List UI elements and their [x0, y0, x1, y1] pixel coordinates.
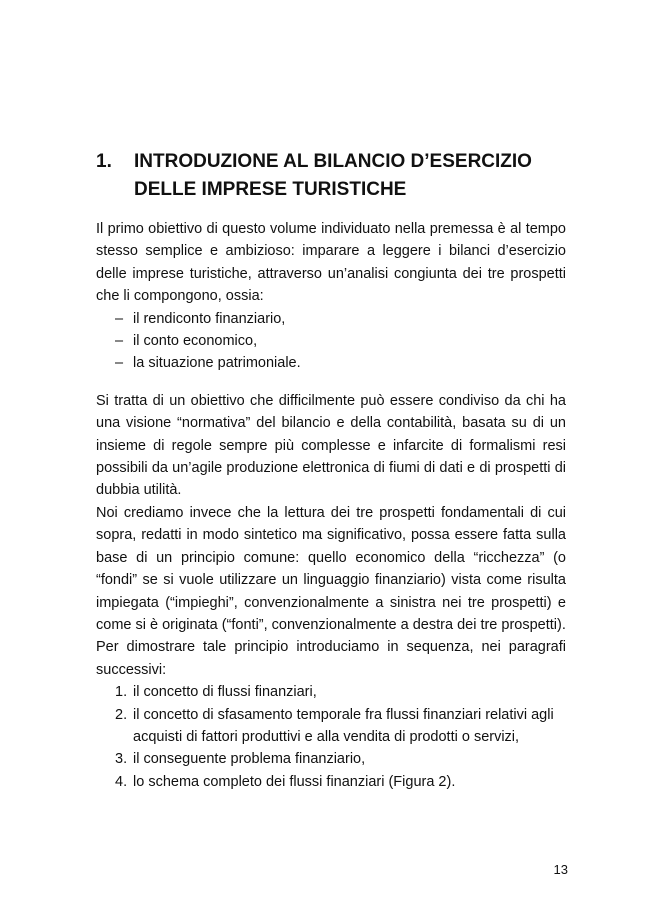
paragraph-intro: Il primo obiettivo di questo volume individuato nella premessa è al tempo stesso semplice e ambizioso: imparare a leggere i bilanci d’esercizio delle imprese turistiche, attraverso un’analisi congiunta dei tre prospetti che li compongono, ossia: [96, 221, 566, 305]
list-item-text: il concetto di flussi finanziari, [133, 684, 317, 701]
dash-bullet: – [115, 333, 124, 350]
topics-list [96, 681, 566, 793]
list-number: 3. [115, 751, 128, 768]
list-item-text: il concetto di sfasamento temporale fra flussi finanziari relativi agli acquisti di fattori produttivi e alla vendita di prodotti o servizi, [133, 706, 554, 745]
statements-list [96, 308, 566, 375]
body-text [96, 218, 566, 793]
list-number: 1. [115, 684, 128, 701]
list-item [96, 308, 566, 330]
list-number: 4. [115, 773, 128, 790]
paragraph-common-principle: Noi crediamo invece che la lettura dei tre prospetti fondamentali di cui sopra, redatti in modo sintetico ma significativo, possa essere fatta sulla base di un principio comune: quello economico della “ricchezza” (o “fondi” se si vuole utilizzare un linguaggio finanziario) vista come risulta impiegata (“impieghi”, convenzionalmente a sinistra nei tre prospetti) e come si è originata (“fonti”, convenzionalmente a destra dei tre prospetti). [96, 504, 566, 633]
list-item [96, 352, 566, 374]
list-item-text: il conseguente problema finanziario, [133, 751, 366, 768]
list-item [96, 330, 566, 352]
list-item [96, 748, 566, 770]
list-item [96, 704, 566, 749]
list-item-text: il rendiconto finanziario, [133, 310, 286, 327]
list-item-text: la situazione patrimoniale. [133, 355, 301, 372]
paragraph-sequence-intro: Per dimostrare tale principio introduciamo in sequenza, nei paragrafi successivi: [96, 639, 566, 678]
chapter-title-line-1: INTRODUZIONE AL BILANCIO D’ESERCIZIO [134, 151, 532, 172]
list-item [96, 771, 566, 793]
chapter-heading [96, 148, 566, 204]
list-item [96, 681, 566, 703]
chapter-title-line-2: DELLE IMPRESE TURISTICHE [134, 179, 407, 200]
page-number: 13 [553, 862, 568, 877]
dash-bullet: – [115, 355, 124, 372]
list-item-text: il conto economico, [133, 333, 258, 350]
list-item-text: lo schema completo dei flussi finanziari (Figura 2). [133, 773, 456, 790]
paragraph-normative-view: Si tratta di un obiettivo che difficilmente può essere condiviso da chi ha una visione “normativa” del bilancio e della contabilità, basata su di un insieme di regole sempre più complesse e infarcite di formalismi resi possibili da un’agile produzione elettronica di fiumi di dati e di prospetti di dubbia utilità. [96, 392, 566, 499]
chapter-number: 1. [96, 151, 112, 172]
list-number: 2. [115, 706, 128, 723]
dash-bullet: – [115, 310, 124, 327]
